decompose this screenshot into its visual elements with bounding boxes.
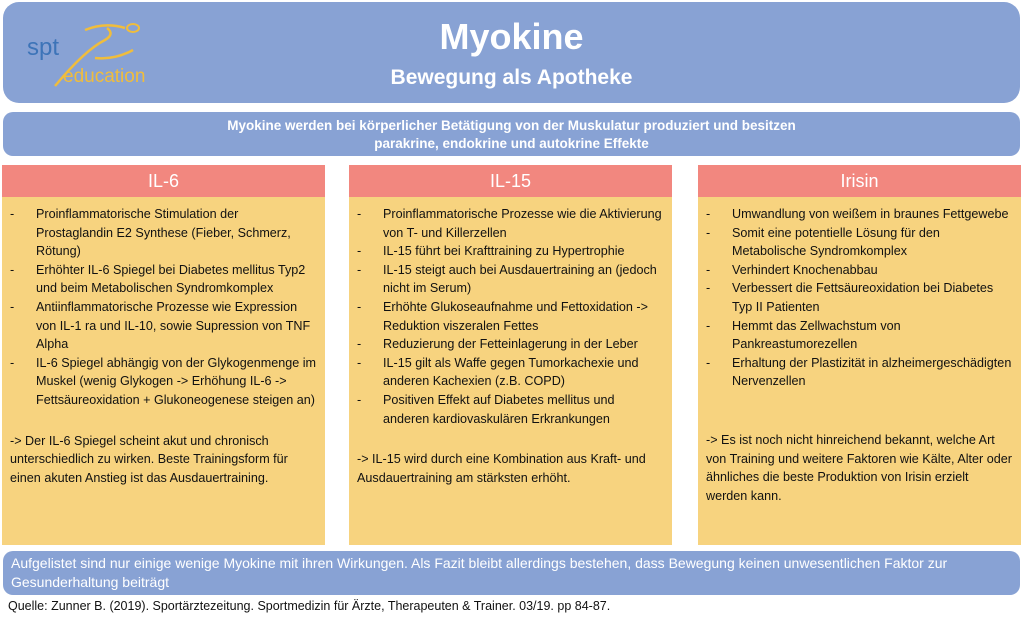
column-title: IL-6 (2, 165, 325, 197)
list-item-text: Umwandlung von weißem in braunes Fettgewebe (732, 207, 1009, 221)
bullet-dash: - (357, 392, 362, 407)
column-note: -> Der IL-6 Spiegel scheint akut und chronisch unterschiedlich zu wirken. Beste Trainingsform für einen akuten Anstieg ist das Ausdauertraining. (10, 433, 288, 485)
bullet-dash: - (10, 355, 15, 370)
page-title: Myokine (439, 16, 584, 57)
list-item (706, 224, 1013, 261)
bullet-dash: - (357, 244, 362, 259)
logo-text-spt: spt (27, 34, 60, 61)
bullet-dash: - (706, 318, 711, 333)
list-item-text: Verbessert die Fettsäureoxidation bei Diabetes Typ II Patienten (732, 281, 994, 314)
list-item (357, 391, 664, 428)
list-item (10, 298, 317, 354)
list-item-text: Erhöhter IL-6 Spiegel bei Diabetes mellitus Typ2 und beim Metabolischen Syndromkomplex (36, 262, 306, 296)
bullet-dash: - (10, 207, 15, 221)
bullet-dash: - (10, 262, 15, 277)
list-item-text: Erhöhte Glukoseaufnahme und Fettoxidation -> Reduktion viszeralen Fettes (383, 299, 648, 333)
list-item-text: Somit eine potentielle Lösung für den Metabolische Syndromkomplex (732, 225, 940, 259)
header-banner (3, 2, 1020, 103)
logo-text-education: education (63, 66, 146, 87)
list-item (706, 261, 1013, 280)
bullet-dash: - (357, 299, 362, 314)
list-item (357, 242, 664, 261)
intro-banner (3, 112, 1020, 156)
column-note: -> Es ist noch nicht hinreichend bekannt, welche Art von Training und weitere Faktoren wie Kälte, Alter oder ähnliches die beste Produktion von Irisin erzielt werden kann. (706, 432, 1012, 503)
list-item (706, 317, 1013, 354)
list-item (10, 205, 317, 261)
bullet-dash: - (10, 299, 15, 314)
list-item-text: IL-6 Spiegel abhängig von der Glykogenmenge im Muskel (wenig Glykogen -> Erhöhung IL-6 -> Fettsäureoxidation + Glukoneogenese steigen an) (36, 355, 317, 407)
page-subtitle: Bewegung als Apotheke (390, 66, 633, 89)
column-il6 (2, 165, 325, 545)
bullet-dash: - (706, 355, 711, 370)
list-item-text: Antiinflammatorische Prozesse wie Expression von IL-1 ra und IL-10, sowie Supression von TNF Alpha (36, 299, 311, 352)
list-item (357, 205, 664, 242)
effect-list (698, 197, 1021, 391)
list-item (706, 205, 1013, 224)
list-item (357, 298, 664, 335)
column-il15 (349, 165, 672, 545)
list-item-text: IL-15 steigt auch bei Ausdauertraining an (jedoch nicht im Serum) (383, 262, 657, 296)
bullet-dash: - (357, 262, 362, 277)
source-citation: Quelle: Zunner B. (2019). Sportärztezeitung. Sportmedizin für Ärzte, Therapeuten & Trainer. 03/19. pp 84-87. (8, 599, 611, 613)
list-item (706, 354, 1013, 391)
list-item (10, 261, 317, 298)
list-item-text: Positiven Effekt auf Diabetes mellitus und anderen kardiovaskulären Erkrankungen (383, 392, 615, 426)
list-item-text: IL-15 führt bei Krafttraining zu Hypertrophie (383, 244, 625, 259)
list-item-text: Erhaltung der Plastizität in alzheimergeschädigten Nervenzellen (732, 355, 1012, 389)
list-item-text: Reduzierung der Fetteinlagerung in der Leber (383, 337, 638, 352)
list-item-text: Proinflammatorische Prozesse wie die Aktivierung von T- und Killerzellen (383, 207, 662, 240)
list-item (357, 335, 664, 354)
effect-list (349, 197, 672, 428)
bullet-dash: - (357, 355, 362, 370)
list-item-text: IL-15 gilt als Waffe gegen Tumorkachexie und anderen Kachexien (z.B. COPD) (383, 355, 639, 389)
column-note: -> IL-15 wird durch eine Kombination aus Kraft- und Ausdauertraining am stärksten erhöht. (357, 452, 646, 485)
bullet-dash: - (357, 337, 362, 352)
intro-line: Myokine werden bei körperlicher Betätigung von der Muskulatur produziert und besitzen (227, 118, 796, 133)
list-item (706, 279, 1013, 316)
bullet-dash: - (706, 262, 711, 277)
conclusion-banner: Aufgelistet sind nur einige wenige Myokine mit ihren Wirkungen. Als Fazit bleibt allerdings bestehen, dass Bewegung keinen unwesentlichen Faktor zur Gesunderhaltung beiträgt (3, 551, 1020, 595)
list-item (357, 354, 664, 391)
column-title: Irisin (698, 165, 1021, 197)
column-title: IL-15 (349, 165, 672, 197)
list-item-text: Hemmt das Zellwachstum von Pankreastumorezellen (732, 318, 901, 352)
column-irisin (698, 165, 1021, 545)
bullet-dash: - (706, 281, 711, 296)
bullet-dash: - (706, 225, 711, 240)
bullet-dash: - (357, 207, 362, 221)
list-item-text: Verhindert Knochenabbau (732, 262, 878, 277)
effect-list (2, 197, 325, 410)
intro-line: parakrine, endokrine und autokrine Effekte (374, 136, 649, 151)
list-item-text: Proinflammatorische Stimulation der Prostaglandin E2 Synthese (Fieber, Schmerz, Rötung) (36, 207, 291, 259)
bullet-dash: - (706, 207, 711, 221)
list-item (10, 354, 317, 410)
list-item (357, 261, 664, 298)
